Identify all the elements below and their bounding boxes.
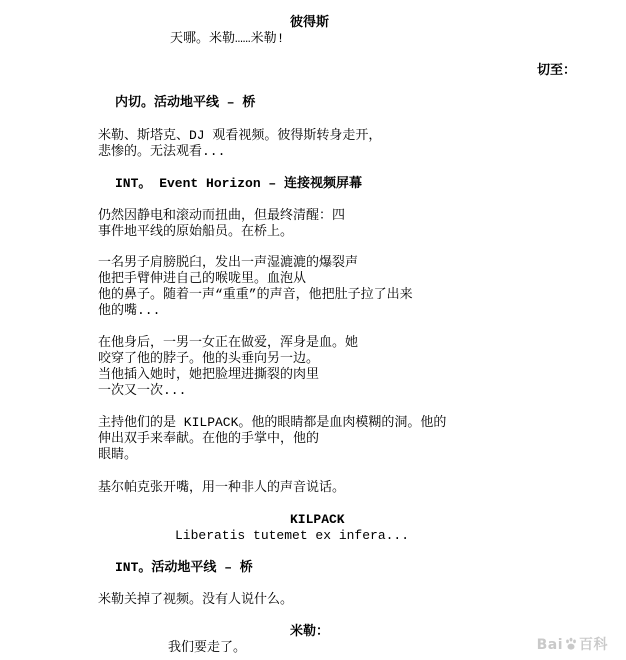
- action-line: 基尔帕克张开嘴，用一种非人的声音说话。: [98, 480, 346, 495]
- action-line: 眼睛。: [98, 447, 138, 462]
- scene-heading: 内切。活动地平线 – 桥: [115, 95, 256, 110]
- action-line: 一次又一次...: [98, 383, 187, 398]
- action-line: 他把手臂伸进自己的喉咙里。血泡从: [98, 271, 307, 286]
- action-line: 伸出双手来奉献。在他的手掌中，他的: [98, 431, 320, 446]
- action-line: 事件地平线的原始船员。在桥上。: [98, 224, 294, 239]
- paw-icon: [564, 637, 578, 651]
- watermark-text-right: 百科: [579, 637, 608, 653]
- dialogue: 我们要走了。: [168, 640, 247, 655]
- action-line: 他的嘴...: [98, 303, 161, 318]
- dialogue: Liberatis tutemet ex infera...: [175, 528, 410, 543]
- action-line: 一名男子肩膀脱臼，发出一声湿漉漉的爆裂声: [98, 255, 359, 270]
- action-line: 米勒、斯塔克、DJ 观看视频。彼得斯转身走开，: [98, 128, 382, 143]
- action-line: 悲惨的。无法观看...: [98, 144, 226, 159]
- watermark-text-left: Bai: [536, 637, 563, 653]
- action-line: 米勒关掉了视频。没有人说什么。: [98, 592, 294, 607]
- scene-heading: INT。 Event Horizon – 连接视频屏幕: [115, 176, 363, 191]
- action-line: 他的鼻子。随着一声“重重”的声音，他把肚子拉了出来: [98, 287, 413, 302]
- action-line: 在他身后，一男一女正在做爱，浑身是血。她: [98, 335, 359, 350]
- character-name: 米勒：: [290, 624, 330, 639]
- action-line: 仍然因静电和滚动而扭曲，但最终清醒：四: [98, 208, 346, 223]
- action-line: 咬穿了他的脖子。他的头垂向另一边。: [98, 351, 320, 366]
- action-line: 主持他们的是 KILPACK。他的眼睛都是血肉模糊的洞。他的: [98, 415, 447, 430]
- dialogue: 天哪。米勒……米勒!: [170, 31, 285, 46]
- character-name: KILPACK: [290, 512, 345, 527]
- action-line: 当他插入她时，她把脸埋进撕裂的肉里: [98, 367, 320, 382]
- baidu-watermark: [537, 634, 608, 654]
- character-name: 彼得斯: [290, 15, 330, 30]
- scene-heading: INT。活动地平线 – 桥: [115, 560, 253, 575]
- transition: 切至：: [537, 63, 577, 78]
